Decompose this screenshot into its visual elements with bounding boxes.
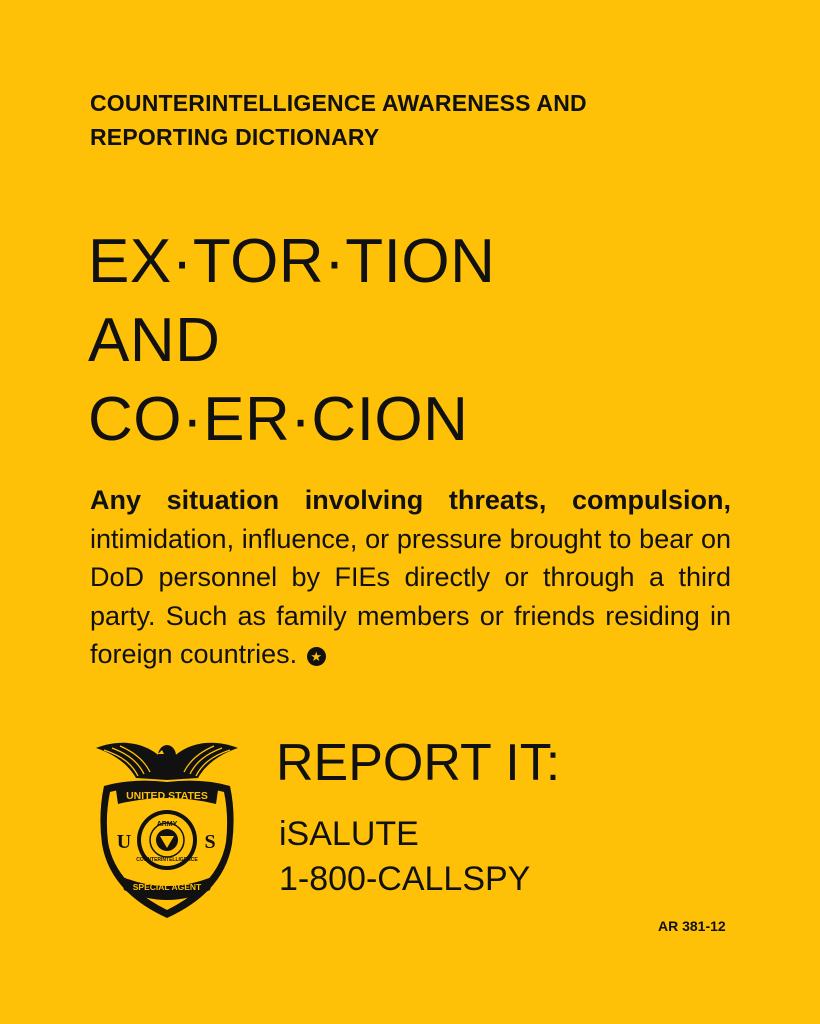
term-line-2: AND xyxy=(88,306,221,375)
star-icon: ★ xyxy=(307,647,326,666)
term-line-1: EX·TOR·TION xyxy=(88,227,496,296)
army-ci-special-agent-badge-icon xyxy=(92,734,242,924)
definition-body: intimidation, influence, or pressure brought to bear on DoD personnel by FIEs directly or through a third party. Such as family members or friends residing in foreign countries. xyxy=(90,523,731,669)
definition-lead: Any situation involving threats, compulsion, xyxy=(90,485,731,515)
badge-letter-s: S xyxy=(204,831,216,853)
badge-bottom-text: SPECIAL AGENT xyxy=(132,882,202,892)
report-channel-isalute: iSALUTE xyxy=(279,815,419,853)
header-line-1: COUNTERINTELLIGENCE AWARENESS AND xyxy=(90,90,587,116)
term-definition xyxy=(90,481,731,674)
report-heading: REPORT IT: xyxy=(276,734,561,792)
dictionary-term xyxy=(88,222,738,459)
term-line-3: CO·ER·CION xyxy=(88,385,469,454)
dictionary-header xyxy=(90,86,750,154)
report-channels xyxy=(279,812,530,902)
badge-ci-text: COUNTERINTELLIGENCE xyxy=(136,857,198,863)
badge-army-text: ARMY xyxy=(156,821,178,828)
header-line-2: REPORTING DICTIONARY xyxy=(90,124,380,150)
regulation-reference: AR 381-12 xyxy=(658,918,726,934)
report-channel-phone: 1-800-CALLSPY xyxy=(279,860,531,898)
badge-top-text: UNITED STATES xyxy=(126,790,208,802)
badge-letter-u: U xyxy=(116,831,132,853)
